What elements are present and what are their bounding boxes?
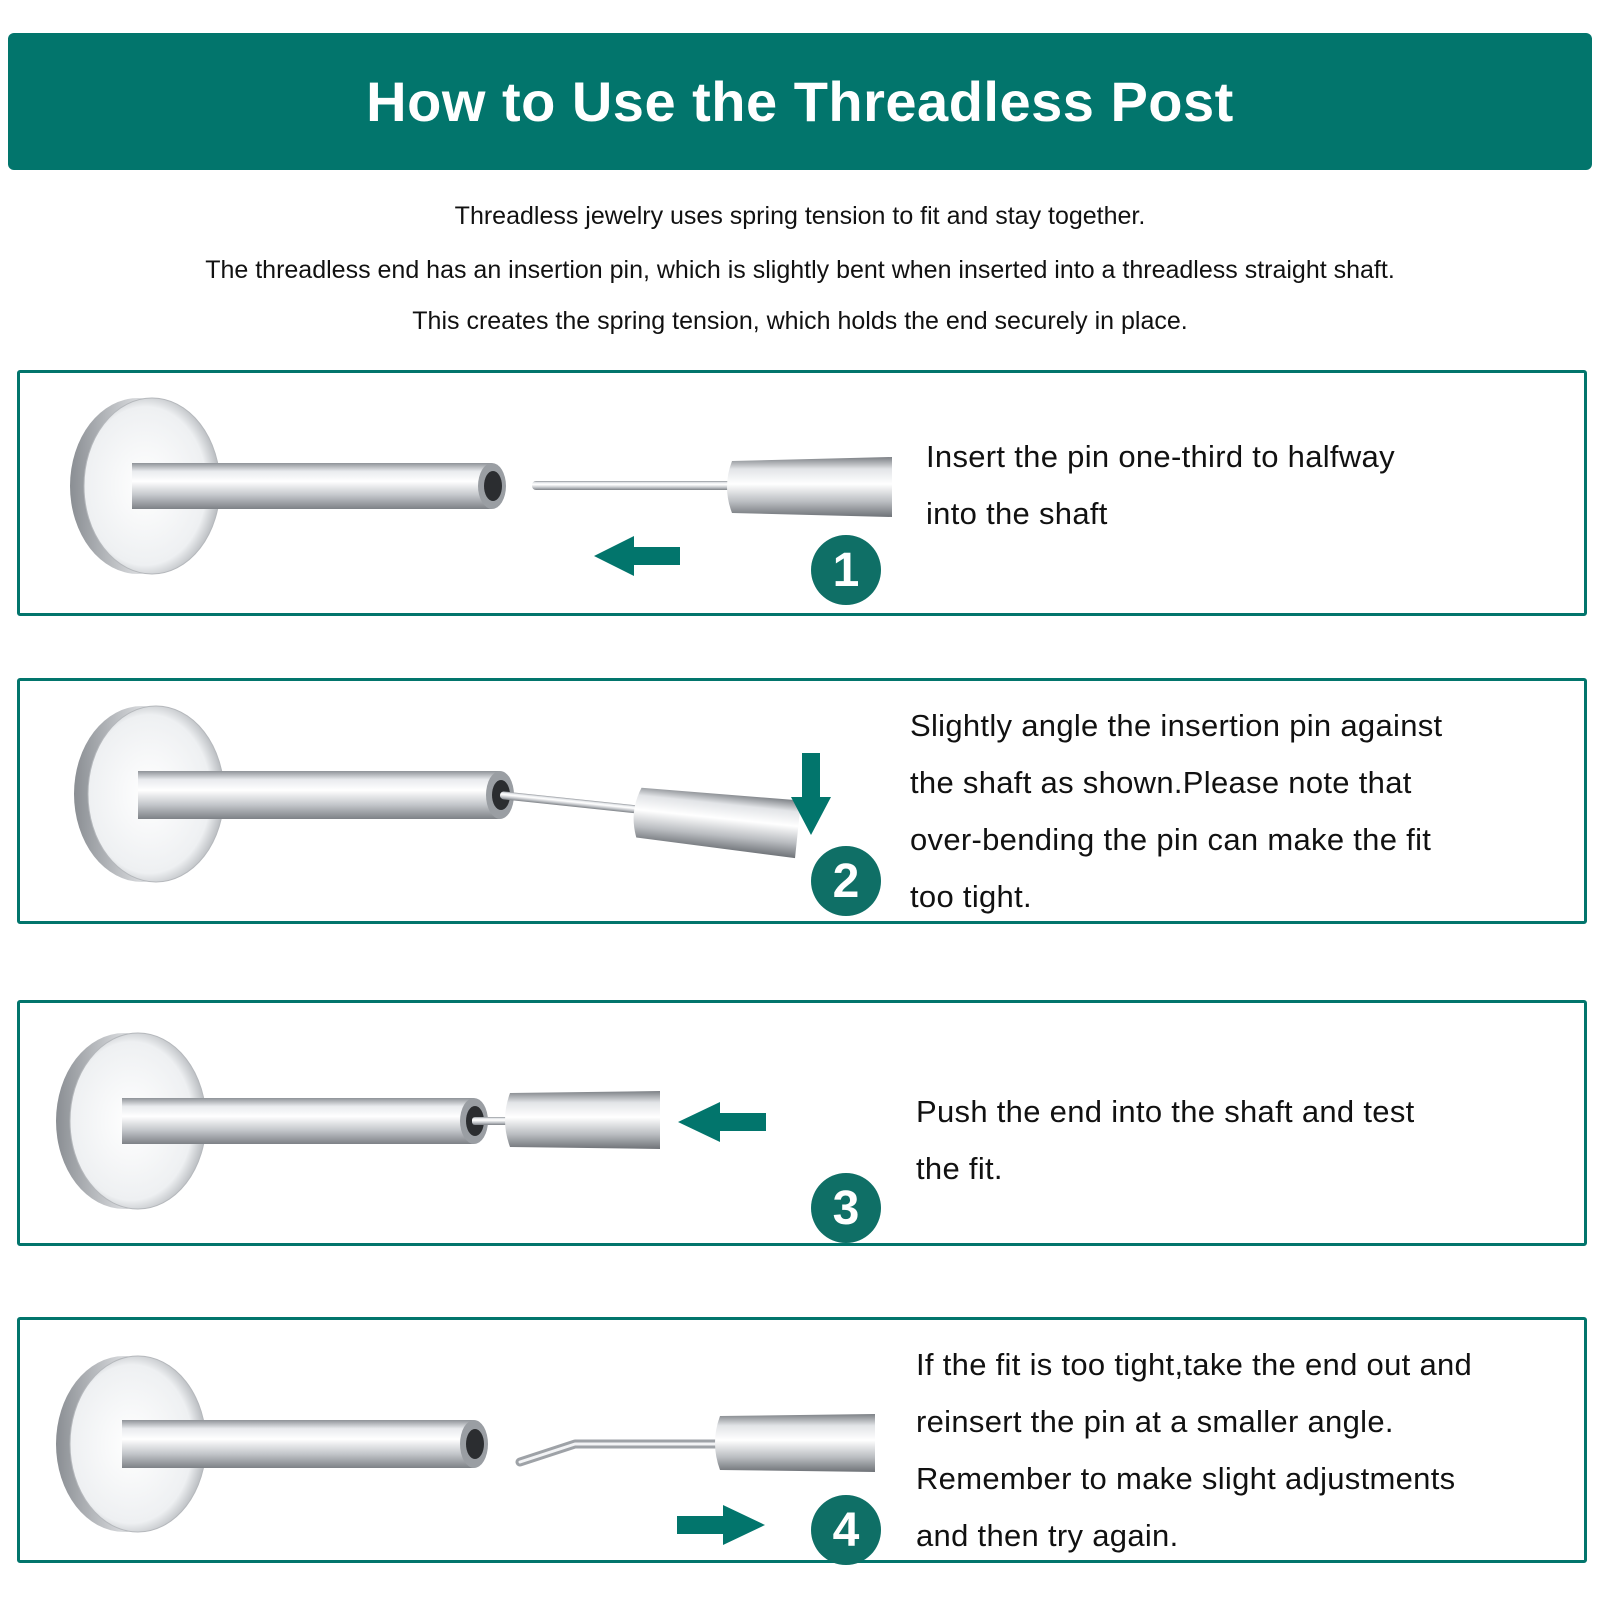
step-1-text: Insert the pin one-third to halfway into the shaft <box>926 439 1395 531</box>
step-4-text: If the fit is too tight,take the end out and reinsert the pin at a smaller angle. Remember to make slight adjustments and then try again. <box>916 1347 1473 1553</box>
step-2-panel <box>17 678 1587 924</box>
step-number-badge: 2 <box>811 846 881 916</box>
threadless-end <box>532 457 892 517</box>
intro-line-1: Threadless jewelry uses spring tension to fit and stay together. <box>454 202 1146 230</box>
title-banner <box>8 33 1592 170</box>
step-number-badge: 3 <box>811 1173 881 1243</box>
step-1-panel <box>17 370 1587 616</box>
page-title: How to Use the Threadless Post <box>366 70 1234 133</box>
threadless-end <box>520 1414 875 1472</box>
step-3-text: Push the end into the shaft and test the fit. <box>916 1094 1415 1186</box>
step-4-panel <box>17 1317 1587 1563</box>
step-2-text: Slightly angle the insertion pin against the shaft as shown.Please note that over-bending the pin can make the fit too tight. <box>910 708 1443 914</box>
threadless-end <box>497 769 801 858</box>
shaft <box>138 771 500 819</box>
step-3-panel <box>17 1000 1587 1246</box>
arrow-right-icon <box>677 1505 765 1545</box>
shaft <box>132 463 492 509</box>
shaft <box>122 1420 474 1468</box>
threadless-end <box>472 1091 660 1149</box>
step-number-badge: 4 <box>811 1495 881 1565</box>
intro-line-2: The threadless end has an insertion pin, which is slightly bent when inserted into a threadless straight shaft. <box>205 256 1395 284</box>
step-number-badge: 1 <box>811 535 881 605</box>
intro-line-3: This creates the spring tension, which holds the end securely in place. <box>412 307 1188 335</box>
arrow-left-icon <box>678 1102 766 1142</box>
shaft <box>122 1098 474 1144</box>
arrow-left-icon <box>594 536 680 576</box>
